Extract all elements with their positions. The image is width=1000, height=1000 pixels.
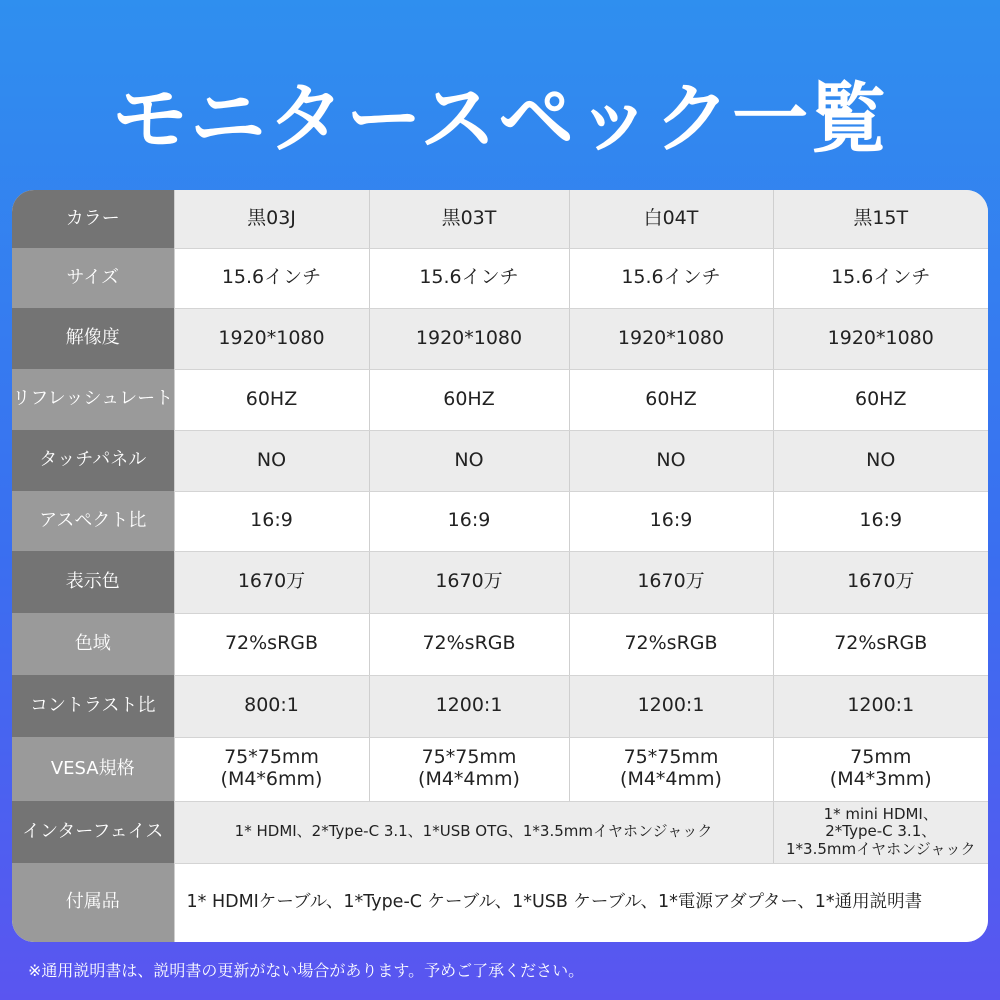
table-row-refresh-rate xyxy=(12,369,988,430)
table-cell: 1200:1 xyxy=(773,675,988,737)
row-label: カラー xyxy=(12,190,174,248)
table-cell: 黒03J xyxy=(174,190,369,248)
row-label: VESA規格 xyxy=(12,737,174,801)
table-cell: 1200:1 xyxy=(369,675,569,737)
page-title: モニタースペック一覧 xyxy=(111,74,889,163)
table-cell: 16:9 xyxy=(569,491,773,551)
table-row-accessories xyxy=(12,863,988,942)
table-cell xyxy=(174,737,369,801)
spec-table xyxy=(12,190,988,942)
table-row-vesa xyxy=(12,737,988,801)
table-row-color-gamut xyxy=(12,613,988,675)
cell-line: 75*75mm xyxy=(224,746,319,769)
cell-line: (M4*6mm) xyxy=(220,768,323,790)
table-row-display-colors xyxy=(12,551,988,613)
table-cell: 15.6インチ xyxy=(773,248,988,308)
table-cell: 72%sRGB xyxy=(569,613,773,675)
table-cell-span: 1* HDMIケーブル、1*Type-C ケーブル、1*USB ケーブル、1*電源アダプター、1*通用説明書 xyxy=(174,863,988,942)
row-label: 付属品 xyxy=(12,863,174,942)
cell-line: (M4*4mm) xyxy=(620,768,722,790)
table-cell: 15.6インチ xyxy=(369,248,569,308)
table-row-size xyxy=(12,248,988,308)
table-cell: 黒03T xyxy=(369,190,569,248)
table-cell: 黒15T xyxy=(773,190,988,248)
table-cell: 72%sRGB xyxy=(773,613,988,675)
table-cell xyxy=(773,737,988,801)
table-cell: 72%sRGB xyxy=(174,613,369,675)
table-cell: NO xyxy=(569,430,773,491)
table-cell: 800:1 xyxy=(174,675,369,737)
table-row-interface xyxy=(12,801,988,863)
table-cell: NO xyxy=(773,430,988,491)
table-row-aspect-ratio xyxy=(12,491,988,551)
table-cell: 1670万 xyxy=(773,551,988,613)
table-cell-span: 1* HDMI、2*Type-C 3.1、1*USB OTG、1*3.5mmイヤホンジャック xyxy=(174,801,773,863)
cell-line: 1* mini HDMI、 xyxy=(823,805,938,824)
table-cell: 16:9 xyxy=(174,491,369,551)
table-cell: 1670万 xyxy=(174,551,369,613)
row-label: 色域 xyxy=(12,613,174,675)
cell-line: (M4*4mm) xyxy=(418,768,520,790)
table-cell: 1200:1 xyxy=(569,675,773,737)
table-cell: 1670万 xyxy=(369,551,569,613)
table-cell: 1920*1080 xyxy=(369,308,569,369)
row-label: サイズ xyxy=(12,248,174,308)
footnote: ※通用説明書は、説明書の更新がない場合があります。予めご了承ください。 xyxy=(28,961,585,980)
cell-line: 75mm xyxy=(850,746,912,769)
row-label: 解像度 xyxy=(12,308,174,369)
cell-line: 1*3.5mmイヤホンジャック xyxy=(786,839,976,858)
table-row-color xyxy=(12,190,988,248)
row-label: インターフェイス xyxy=(12,801,174,863)
row-label: コントラスト比 xyxy=(12,675,174,737)
table-cell: 72%sRGB xyxy=(369,613,569,675)
table-cell xyxy=(369,737,569,801)
row-label: タッチパネル xyxy=(12,430,174,491)
row-label: 表示色 xyxy=(12,551,174,613)
table-row-contrast xyxy=(12,675,988,737)
table-cell: 60HZ xyxy=(569,369,773,430)
table-row-touch-panel xyxy=(12,430,988,491)
table-cell: 60HZ xyxy=(369,369,569,430)
table-cell: NO xyxy=(369,430,569,491)
cell-line: 75*75mm xyxy=(421,746,517,769)
table-cell: 15.6インチ xyxy=(174,248,369,308)
table-cell: 16:9 xyxy=(369,491,569,551)
table-cell: 1670万 xyxy=(569,551,773,613)
row-label: リフレッシュレート xyxy=(12,369,174,430)
table-cell xyxy=(569,737,773,801)
table-cell xyxy=(773,801,988,863)
cell-line: 2*Type-C 3.1、 xyxy=(825,822,937,841)
table-cell: 1920*1080 xyxy=(773,308,988,369)
table-cell: 1920*1080 xyxy=(174,308,369,369)
cell-line: 75*75mm xyxy=(623,746,719,769)
table-cell: 60HZ xyxy=(174,369,369,430)
table-row-resolution xyxy=(12,308,988,369)
table-cell: NO xyxy=(174,430,369,491)
table-cell: 白04T xyxy=(569,190,773,248)
table-cell: 60HZ xyxy=(773,369,988,430)
spec-table-card xyxy=(12,190,988,942)
table-cell: 16:9 xyxy=(773,491,988,551)
row-label: アスペクト比 xyxy=(12,491,174,551)
cell-line: (M4*3mm) xyxy=(829,768,932,790)
table-cell: 1920*1080 xyxy=(569,308,773,369)
table-cell: 15.6インチ xyxy=(569,248,773,308)
